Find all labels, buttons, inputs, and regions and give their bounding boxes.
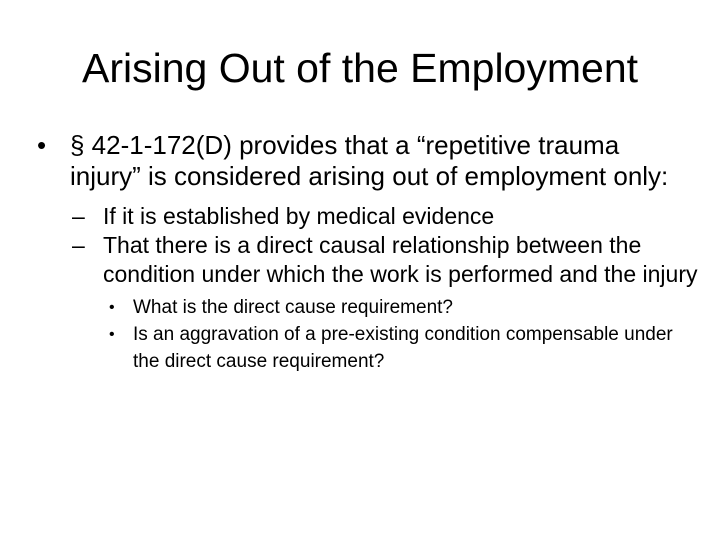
- bullet-main: [37, 130, 690, 192]
- dash-marker: –: [72, 232, 85, 258]
- bullet-marker: •: [109, 299, 115, 316]
- sub-bullet-2: [72, 231, 703, 289]
- sub-sub-bullet-list: [0, 294, 720, 375]
- sub-sub-bullet-1-text: What is the direct cause requirement?: [133, 297, 453, 318]
- sub-bullet-2-text: That there is a direct causal relationship between the condition under which the work is performed and the injury: [103, 232, 698, 287]
- sub-sub-bullet-2: [109, 321, 693, 375]
- sub-sub-bullet-1: [109, 294, 693, 321]
- bullet-marker: •: [109, 326, 115, 343]
- sub-bullet-1: [72, 202, 703, 231]
- sub-sub-bullet-2-text: Is an aggravation of a pre-existing condition compensable under the direct cause requirement?: [133, 324, 673, 372]
- sub-bullet-1-text: If it is established by medical evidence: [103, 203, 495, 229]
- bullet-marker: •: [37, 130, 47, 160]
- dash-marker: –: [72, 203, 85, 229]
- bullet-main-text: § 42-1-172(D) provides that a “repetitive trauma injury” is considered arising out of employment only:: [70, 130, 669, 191]
- sub-bullet-list: [0, 202, 720, 289]
- slide-title: Arising Out of the Employment: [81, 45, 639, 91]
- slide-body: [0, 130, 720, 375]
